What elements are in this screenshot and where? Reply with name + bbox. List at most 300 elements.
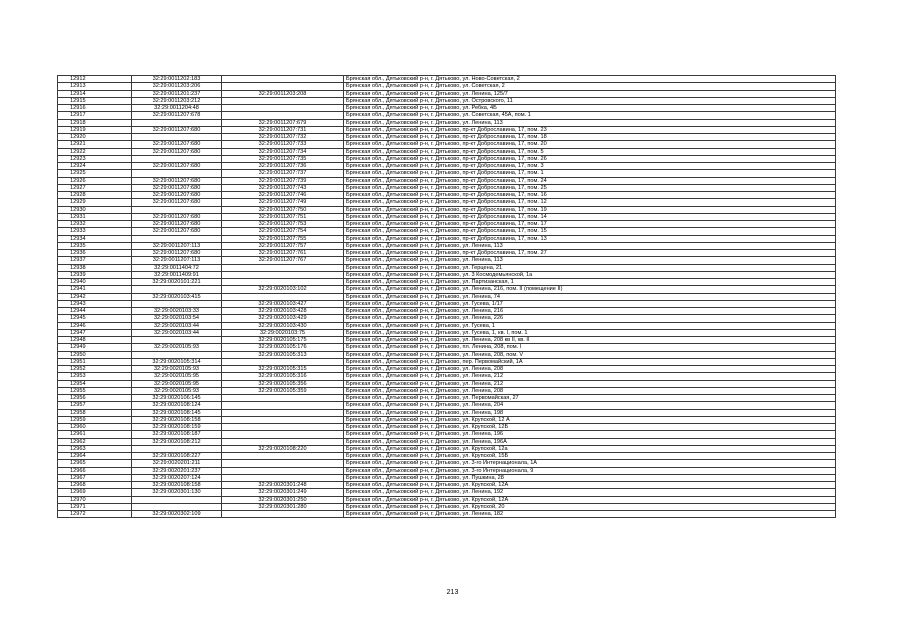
object-cadastral-number-cell: [222, 453, 344, 460]
register-table-body: [58, 76, 836, 518]
address-cell: Брянская обл., Дятьковский р-н, г. Дятьково, ул. Пушкина, 28: [344, 474, 836, 481]
cadastral-number-cell: 32:29:0020105:93: [132, 344, 222, 351]
table-row: [58, 242, 836, 249]
row-number-cell: 12942: [58, 293, 132, 300]
cadastral-number-cell: 32:29:0011203:206: [132, 83, 222, 90]
object-cadastral-number-cell: [222, 402, 344, 409]
row-number-cell: 12913: [58, 83, 132, 90]
row-number-cell: 12949: [58, 344, 132, 351]
address-cell: Брянская обл., Дятьковский р-н, г. Дятьково, ул. Островского, 11: [344, 97, 836, 104]
address-cell: Брянская обл., Дятьковский р-н, г. Дятьково, пр-кт Доброславина, 17, пом. 24: [344, 177, 836, 184]
cadastral-number-cell: 32:29:0020103:415: [132, 293, 222, 300]
cadastral-number-cell: 32:29:0020105:95: [132, 373, 222, 380]
table-row: [58, 453, 836, 460]
object-cadastral-number-cell: 32:29:0011207:679: [222, 119, 344, 126]
object-cadastral-number-cell: 32:29:0011207:750: [222, 206, 344, 213]
row-number-cell: 12938: [58, 264, 132, 271]
address-cell: Брянская обл., Дятьковский р-н, г. Дятьково, ул. Ленина, 196А: [344, 438, 836, 445]
cadastral-number-cell: [132, 445, 222, 452]
object-cadastral-number-cell: [222, 431, 344, 438]
object-cadastral-number-cell: 32:29:0011207:737: [222, 170, 344, 177]
cadastral-number-cell: 32:29:0011409:91: [132, 271, 222, 278]
address-cell: Брянская обл., Дятьковский р-н, г. Дятьково, пр-кт Доброславина, 17, пом. 16: [344, 192, 836, 199]
table-row: [58, 279, 836, 286]
cadastral-number-cell: 32:29:0020105:314: [132, 358, 222, 365]
object-cadastral-number-cell: 32:29:0011207:754: [222, 228, 344, 235]
address-cell: Брянская обл., Дятьковский р-н, г. Дятьково, ул. Крупской, 15Б: [344, 453, 836, 460]
object-cadastral-number-cell: 32:29:0011207:731: [222, 126, 344, 133]
address-cell: Брянская обл., Дятьковский р-н, г. Дятьково, пр-кт Доброславина, 17, пом. 1: [344, 170, 836, 177]
row-number-cell: 12961: [58, 431, 132, 438]
address-cell: Брянская обл., Дятьковский р-н, г. Дятьково, ул. Ленина, 208, пом. V: [344, 351, 836, 358]
address-cell: Брянская обл., Дятьковский р-н, г. Дятьково, пр-кт Доброславина, 17, пом. 23: [344, 126, 836, 133]
object-cadastral-number-cell: 32:29:0011203:208: [222, 90, 344, 97]
table-row: [58, 163, 836, 170]
row-number-cell: 12918: [58, 119, 132, 126]
cadastral-number-cell: 32:29:0020108:158: [132, 416, 222, 423]
cadastral-number-cell: 32:29:0020108:145: [132, 409, 222, 416]
table-row: [58, 315, 836, 322]
table-row: [58, 402, 836, 409]
table-row: [58, 228, 836, 235]
row-number-cell: 12929: [58, 199, 132, 206]
address-cell: Брянская обл., Дятьковский р-н, г. Дятьково, пр-кт Доброславина, 17, пом. 25: [344, 184, 836, 191]
table-row: [58, 351, 836, 358]
table-row: [58, 170, 836, 177]
cadastral-number-cell: 32:29:0011207:680: [132, 163, 222, 170]
row-number-cell: 12951: [58, 358, 132, 365]
cadastral-number-cell: 32:29:0011404:72: [132, 264, 222, 271]
address-cell: Брянская обл., Дятьковский р-н, г. Дятьково, пр-кт Доброславина, 17, пом. 17: [344, 221, 836, 228]
cadastral-number-cell: 32:29:0011207:678: [132, 112, 222, 119]
object-cadastral-number-cell: 32:29:0011207:733: [222, 141, 344, 148]
table-row: [58, 257, 836, 264]
table-row: [58, 192, 836, 199]
address-cell: Брянская обл., Дятьковский р-н, г. Дятьково, ул. Ленина, 212: [344, 380, 836, 387]
address-cell: Брянская обл., Дятьковский р-н, г. Дятьково, пр-кт Доброславина, 17, пом. 20: [344, 141, 836, 148]
object-cadastral-number-cell: 32:29:0020103:430: [222, 322, 344, 329]
object-cadastral-number-cell: 32:29:0011207:734: [222, 148, 344, 155]
address-cell: Брянская обл., Дятьковский р-н, г. Дятьково, пр-кт Доброславина, 17, пом. 27: [344, 250, 836, 257]
row-number-cell: 12941: [58, 286, 132, 293]
row-number-cell: 12921: [58, 141, 132, 148]
table-row: [58, 373, 836, 380]
address-cell: Брянская обл., Дятьковский р-н, г. Дятьково, пл. Ленина, 208, пом. I: [344, 344, 836, 351]
object-cadastral-number-cell: [222, 112, 344, 119]
cadastral-number-cell: 32:29:0020108:158: [132, 482, 222, 489]
object-cadastral-number-cell: [222, 279, 344, 286]
cadastral-number-cell: 32:29:0011207:680: [132, 177, 222, 184]
address-cell: Брянская обл., Дятьковский р-н, г. Дятьково, ул. Ленина, 113: [344, 242, 836, 249]
row-number-cell: 12947: [58, 329, 132, 336]
row-number-cell: 12940: [58, 279, 132, 286]
table-row: [58, 199, 836, 206]
cadastral-number-cell: 32:29:0011203:212: [132, 97, 222, 104]
table-row: [58, 431, 836, 438]
address-cell: Брянская обл., Дятьковский р-н, г. Дятьково, пер. Первомайский, 1А: [344, 358, 836, 365]
object-cadastral-number-cell: 32:29:0020103:102: [222, 286, 344, 293]
address-cell: Брянская обл., Дятьковский р-н, г. Дятьково, ул. Ленина, 208: [344, 366, 836, 373]
row-number-cell: 12956: [58, 395, 132, 402]
object-cadastral-number-cell: 32:29:0011207:753: [222, 221, 344, 228]
cadastral-number-cell: 32:29:0020108:124: [132, 402, 222, 409]
object-cadastral-number-cell: 32:29:0011207:732: [222, 134, 344, 141]
table-row: [58, 221, 836, 228]
table-row: [58, 264, 836, 271]
cadastral-number-cell: 32:29:0020105:93: [132, 387, 222, 394]
address-cell: Брянская обл., Дятьковский р-н, г. Дятьково, пр-кт Доброславина, 17, пом. 26: [344, 155, 836, 162]
table-row: [58, 358, 836, 365]
row-number-cell: 12959: [58, 416, 132, 423]
cadastral-number-cell: 32:29:0011207:680: [132, 184, 222, 191]
object-cadastral-number-cell: [222, 97, 344, 104]
object-cadastral-number-cell: [222, 271, 344, 278]
object-cadastral-number-cell: [222, 467, 344, 474]
cadastral-number-cell: [132, 155, 222, 162]
row-number-cell: 12930: [58, 206, 132, 213]
table-row: [58, 184, 836, 191]
table-row: [58, 235, 836, 242]
table-row: [58, 148, 836, 155]
page-number: 213: [446, 589, 459, 596]
row-number-cell: 12953: [58, 373, 132, 380]
row-number-cell: 12971: [58, 503, 132, 510]
table-row: [58, 337, 836, 344]
cadastral-number-cell: 32:29:0020103:54: [132, 315, 222, 322]
cadastral-number-cell: 32:29:0011207:113: [132, 242, 222, 249]
address-cell: Брянская обл., Дятьковский р-н, г. Дятьково, ул. Ленина, 74: [344, 293, 836, 300]
table-row: [58, 409, 836, 416]
cadastral-number-cell: 32:29:0011207:680: [132, 148, 222, 155]
table-row: [58, 467, 836, 474]
address-cell: Брянская обл., Дятьковский р-н, г. Дятьково, ул. Ленина, 208: [344, 387, 836, 394]
address-cell: Брянская обл., Дятьковский р-н, г. Дятьково, ул. Гусева, 1, кв. I, пом. 1: [344, 329, 836, 336]
table-row: [58, 329, 836, 336]
table-row: [58, 416, 836, 423]
row-number-cell: 12968: [58, 482, 132, 489]
cadastral-number-cell: [132, 170, 222, 177]
cadastral-number-cell: 32:29:0011201:237: [132, 90, 222, 97]
object-cadastral-number-cell: 32:29:0011207:755: [222, 235, 344, 242]
table-row: [58, 322, 836, 329]
object-cadastral-number-cell: [222, 511, 344, 518]
object-cadastral-number-cell: 32:29:0011207:751: [222, 213, 344, 220]
address-cell: Брянская обл., Дятьковский р-н, г. Дятьково, ул. Советская, 45А, пом. 1: [344, 112, 836, 119]
object-cadastral-number-cell: 32:29:0020105:313: [222, 351, 344, 358]
address-cell: Брянская обл., Дятьковский р-н, г. Дятьково, ул. Крупской, 12А: [344, 496, 836, 503]
table-row: [58, 474, 836, 481]
address-cell: Брянская обл., Дятьковский р-н, г. Дятьково, ул. Гусева, 1/17: [344, 300, 836, 307]
cadastral-number-cell: 32:29:0011207:680: [132, 250, 222, 257]
cadastral-number-cell: 32:29:0011207:680: [132, 228, 222, 235]
row-number-cell: 12967: [58, 474, 132, 481]
address-cell: Брянская обл., Дятьковский р-н, г. Дятьково, пр-кт Доброславина, 17, пом. 14: [344, 213, 836, 220]
object-cadastral-number-cell: [222, 416, 344, 423]
cadastral-number-cell: 32:29:0020108:187: [132, 431, 222, 438]
table-row: [58, 300, 836, 307]
cadastral-number-cell: [132, 503, 222, 510]
row-number-cell: 12916: [58, 105, 132, 112]
row-number-cell: 12964: [58, 453, 132, 460]
row-number-cell: 12955: [58, 387, 132, 394]
row-number-cell: 12920: [58, 134, 132, 141]
cadastral-number-cell: 32:29:0020201:211: [132, 460, 222, 467]
cadastral-number-cell: 32:29:0020108:159: [132, 424, 222, 431]
row-number-cell: 12960: [58, 424, 132, 431]
address-cell: Брянская обл., Дятьковский р-н, г. Дятьково, ул. 3-го Интернационала, 9: [344, 467, 836, 474]
cadastral-number-cell: [132, 351, 222, 358]
row-number-cell: 12935: [58, 242, 132, 249]
table-row: [58, 293, 836, 300]
table-row: [58, 366, 836, 373]
table-row: [58, 489, 836, 496]
cadastral-number-cell: 32:29:0020105:95: [132, 380, 222, 387]
object-cadastral-number-cell: [222, 83, 344, 90]
cadastral-number-cell: 32:29:0020302:109: [132, 511, 222, 518]
row-number-cell: 12937: [58, 257, 132, 264]
row-number-cell: 12957: [58, 402, 132, 409]
cadastral-number-cell: [132, 235, 222, 242]
cadastral-number-cell: [132, 286, 222, 293]
object-cadastral-number-cell: [222, 474, 344, 481]
cadastral-number-cell: 32:29:0020103:44: [132, 322, 222, 329]
address-cell: Брянская обл., Дятьковский р-н, г. Дятьково, ул. Ленина, 192: [344, 489, 836, 496]
cadastral-number-cell: 32:29:0011207:680: [132, 192, 222, 199]
row-number-cell: 12934: [58, 235, 132, 242]
table-row: [58, 438, 836, 445]
cadastral-number-cell: 32:29:0011207:113: [132, 257, 222, 264]
address-cell: Брянская обл., Дятьковский р-н, г. Дятьково, пр-кт Доброславина, 17, пом. 19: [344, 206, 836, 213]
object-cadastral-number-cell: [222, 293, 344, 300]
object-cadastral-number-cell: 32:29:0011207:746: [222, 192, 344, 199]
address-cell: Брянская обл., Дятьковский р-н, г. Дятьково, ул. Ленина, 216, пом. II (помещение II): [344, 286, 836, 293]
table-row: [58, 126, 836, 133]
object-cadastral-number-cell: 32:29:0020105:175: [222, 337, 344, 344]
object-cadastral-number-cell: 32:29:0011207:735: [222, 155, 344, 162]
address-cell: Брянская обл., Дятьковский р-н, г. Дятьково, ул. Ленина, 226: [344, 315, 836, 322]
object-cadastral-number-cell: 32:29:0020103:427: [222, 300, 344, 307]
cadastral-number-cell: 32:29:0020108:227: [132, 453, 222, 460]
row-number-cell: 12970: [58, 496, 132, 503]
row-number-cell: 12944: [58, 308, 132, 315]
address-cell: Брянская обл., Дятьковский р-н, г. Дятьково, ул. Ново-Советская, 2: [344, 76, 836, 83]
row-number-cell: 12946: [58, 322, 132, 329]
table-row: [58, 395, 836, 402]
row-number-cell: 12939: [58, 271, 132, 278]
table-row: [58, 76, 836, 83]
object-cadastral-number-cell: [222, 395, 344, 402]
address-cell: Брянская обл., Дятьковский р-н, г. Дятьково, ул. Ленина, 113: [344, 257, 836, 264]
row-number-cell: 12922: [58, 148, 132, 155]
address-cell: Брянская обл., Дятьковский р-н, г. Дятьково, ул. Крупской, 12а: [344, 445, 836, 452]
row-number-cell: 12943: [58, 300, 132, 307]
table-row: [58, 344, 836, 351]
address-cell: Брянская обл., Дятьковский р-н, г. Дятьково, ул. Ленина, 196: [344, 431, 836, 438]
table-row: [58, 271, 836, 278]
table-row: [58, 387, 836, 394]
row-number-cell: 12928: [58, 192, 132, 199]
table-row: [58, 83, 836, 90]
cadastral-number-cell: [132, 206, 222, 213]
address-cell: Брянская обл., Дятьковский р-н, г. Дятьково, ул. Первомайская, 27: [344, 395, 836, 402]
row-number-cell: 12915: [58, 97, 132, 104]
table-row: [58, 206, 836, 213]
row-number-cell: 12948: [58, 337, 132, 344]
row-number-cell: 12954: [58, 380, 132, 387]
address-cell: Брянская обл., Дятьковский р-н, г. Дятьково, ул. Партизанская, 1: [344, 279, 836, 286]
row-number-cell: 12926: [58, 177, 132, 184]
address-cell: Брянская обл., Дятьковский р-н, г. Дятьково, ул. Герцена, 21: [344, 264, 836, 271]
object-cadastral-number-cell: 32:29:0020301:248: [222, 482, 344, 489]
row-number-cell: 12932: [58, 221, 132, 228]
row-number-cell: 12919: [58, 126, 132, 133]
object-cadastral-number-cell: 32:29:0011207:757: [222, 242, 344, 249]
object-cadastral-number-cell: 32:29:0020105:356: [222, 380, 344, 387]
table-row: [58, 424, 836, 431]
row-number-cell: 12963: [58, 445, 132, 452]
address-cell: Брянская обл., Дятьковский р-н, г. Дятьково, ул. 3-го Интернационала, 1А: [344, 460, 836, 467]
row-number-cell: 12936: [58, 250, 132, 257]
cadastral-number-cell: 32:29:0011204:48: [132, 105, 222, 112]
table-row: [58, 141, 836, 148]
object-cadastral-number-cell: 32:29:0011207:767: [222, 257, 344, 264]
cadastral-number-cell: 32:29:0011207:680: [132, 213, 222, 220]
address-cell: Брянская обл., Дятьковский р-н, г. Дятьково, ул. Советская, 2: [344, 83, 836, 90]
address-cell: Брянская обл., Дятьковский р-н, г. Дятьково, ул. 3 Космодемьянской, 1а: [344, 271, 836, 278]
object-cadastral-number-cell: 32:29:0011207:739: [222, 177, 344, 184]
cadastral-number-cell: 32:29:0011207:680: [132, 141, 222, 148]
row-number-cell: 12917: [58, 112, 132, 119]
table-row: [58, 380, 836, 387]
address-cell: Брянская обл., Дятьковский р-н, г. Дятьково, ул. Крупской, 12Б: [344, 424, 836, 431]
row-number-cell: 12965: [58, 460, 132, 467]
table-row: [58, 177, 836, 184]
table-row: [58, 308, 836, 315]
address-cell: Брянская обл., Дятьковский р-н, г. Дятьково, ул. Ленина, 216: [344, 308, 836, 315]
row-number-cell: 12972: [58, 511, 132, 518]
address-cell: Брянская обл., Дятьковский р-н, г. Дятьково, ул. Крупской, 12А: [344, 482, 836, 489]
cadastral-number-cell: [132, 337, 222, 344]
address-cell: Брянская обл., Дятьковский р-н, г. Дятьково, пр-кт Доброславина, 17, пом. 13: [344, 235, 836, 242]
object-cadastral-number-cell: 32:29:0020301:280: [222, 503, 344, 510]
cadastral-number-cell: 32:29:0020301:130: [132, 489, 222, 496]
object-cadastral-number-cell: 32:29:0011207:749: [222, 199, 344, 206]
address-cell: Брянская обл., Дятьковский р-н, г. Дятьково, ул. Ленина, 113: [344, 119, 836, 126]
cadastral-number-cell: 32:29:0020103:33: [132, 308, 222, 315]
table-row: [58, 97, 836, 104]
address-cell: Брянская обл., Дятьковский р-н, г. Дятьково, ул. Крупской, 12 А: [344, 416, 836, 423]
address-cell: Брянская обл., Дятьковский р-н, г. Дятьково, пр-кт Доброславина, 17, пом. 12: [344, 199, 836, 206]
object-cadastral-number-cell: 32:29:0020108:220: [222, 445, 344, 452]
table-row: [58, 213, 836, 220]
cadastral-number-cell: 32:29:0020207:124: [132, 474, 222, 481]
address-cell: Брянская обл., Дятьковский р-н, г. Дятьково, пр-кт Доброславина, 17, пом. 3: [344, 163, 836, 170]
row-number-cell: 12923: [58, 155, 132, 162]
object-cadastral-number-cell: [222, 105, 344, 112]
object-cadastral-number-cell: 32:29:0020103:75: [222, 329, 344, 336]
cadastral-number-cell: [132, 300, 222, 307]
object-cadastral-number-cell: [222, 76, 344, 83]
address-cell: Брянская обл., Дятьковский р-н, г. Дятьково, ул. Ленина, 182: [344, 511, 836, 518]
row-number-cell: 12931: [58, 213, 132, 220]
object-cadastral-number-cell: 32:29:0020103:428: [222, 308, 344, 315]
address-cell: Брянская обл., Дятьковский р-н, г. Дятьково, ул. Ленина, 198: [344, 409, 836, 416]
object-cadastral-number-cell: [222, 358, 344, 365]
table-row: [58, 112, 836, 119]
cadastral-number-cell: [132, 496, 222, 503]
object-cadastral-number-cell: 32:29:0020105:176: [222, 344, 344, 351]
cadastral-number-cell: 32:29:0011202:183: [132, 76, 222, 83]
object-cadastral-number-cell: 32:29:0011207:743: [222, 184, 344, 191]
object-cadastral-number-cell: 32:29:0020105:316: [222, 373, 344, 380]
table-row: [58, 90, 836, 97]
object-cadastral-number-cell: 32:29:0020301:249: [222, 489, 344, 496]
table-row: [58, 503, 836, 510]
object-cadastral-number-cell: [222, 264, 344, 271]
cadastral-number-cell: [132, 134, 222, 141]
cadastral-number-cell: [132, 119, 222, 126]
address-cell: Брянская обл., Дятьковский р-н, г. Дятьково, пр-кт Доброславина, 17, пом. 15: [344, 228, 836, 235]
row-number-cell: 12966: [58, 467, 132, 474]
object-cadastral-number-cell: [222, 438, 344, 445]
cadastral-number-cell: 32:29:0020101:221: [132, 279, 222, 286]
table-row: [58, 250, 836, 257]
object-cadastral-number-cell: 32:29:0020105:359: [222, 387, 344, 394]
address-cell: Брянская обл., Дятьковский р-н, г. Дятьково, пр-кт Доброславина, 17, пом. 18: [344, 134, 836, 141]
row-number-cell: 12912: [58, 76, 132, 83]
address-cell: Брянская обл., Дятьковский р-н, г. Дятьково, ул. Ребка, 4Б: [344, 105, 836, 112]
cadastral-number-cell: 32:29:0020106:145: [132, 395, 222, 402]
address-cell: Брянская обл., Дятьковский р-н, г. Дятьково, пр-кт Доброславина, 17, пом. 5: [344, 148, 836, 155]
row-number-cell: 12958: [58, 409, 132, 416]
cadastral-number-cell: 32:29:0020201:237: [132, 467, 222, 474]
row-number-cell: 12952: [58, 366, 132, 373]
object-cadastral-number-cell: 32:29:0011207:761: [222, 250, 344, 257]
property-register-table: [57, 75, 836, 518]
row-number-cell: 12950: [58, 351, 132, 358]
cadastral-number-cell: 32:29:0011207:680: [132, 126, 222, 133]
object-cadastral-number-cell: 32:29:0020105:315: [222, 366, 344, 373]
address-cell: Брянская обл., Дятьковский р-н, г. Дятьково, ул. Ленина, 208 кв II, кв. II: [344, 337, 836, 344]
row-number-cell: 12927: [58, 184, 132, 191]
table-row: [58, 496, 836, 503]
table-row: [58, 105, 836, 112]
row-number-cell: 12969: [58, 489, 132, 496]
object-cadastral-number-cell: 32:29:0020301:250: [222, 496, 344, 503]
cadastral-number-cell: 32:29:0020108:212: [132, 438, 222, 445]
cadastral-number-cell: 32:29:0011207:680: [132, 199, 222, 206]
object-cadastral-number-cell: [222, 424, 344, 431]
table-row: [58, 511, 836, 518]
table-row: [58, 134, 836, 141]
row-number-cell: 12924: [58, 163, 132, 170]
address-cell: Брянская обл., Дятьковский р-н, г. Дятьково, ул. Гусева, 1: [344, 322, 836, 329]
row-number-cell: 12925: [58, 170, 132, 177]
object-cadastral-number-cell: [222, 409, 344, 416]
address-cell: Брянская обл., Дятьковский р-н, г. Дятьково, ул. Ленина, 212: [344, 373, 836, 380]
address-cell: Брянская обл., Дятьковский р-н, г. Дятьково, ул. Крупской, 20: [344, 503, 836, 510]
table-row: [58, 482, 836, 489]
object-cadastral-number-cell: 32:29:0020103:429: [222, 315, 344, 322]
table-row: [58, 460, 836, 467]
cadastral-number-cell: 32:29:0011207:680: [132, 221, 222, 228]
table-row: [58, 445, 836, 452]
cadastral-number-cell: 32:29:0020105:93: [132, 366, 222, 373]
object-cadastral-number-cell: 32:29:0011207:736: [222, 163, 344, 170]
row-number-cell: 12962: [58, 438, 132, 445]
row-number-cell: 12933: [58, 228, 132, 235]
cadastral-number-cell: 32:29:0020103:44: [132, 329, 222, 336]
